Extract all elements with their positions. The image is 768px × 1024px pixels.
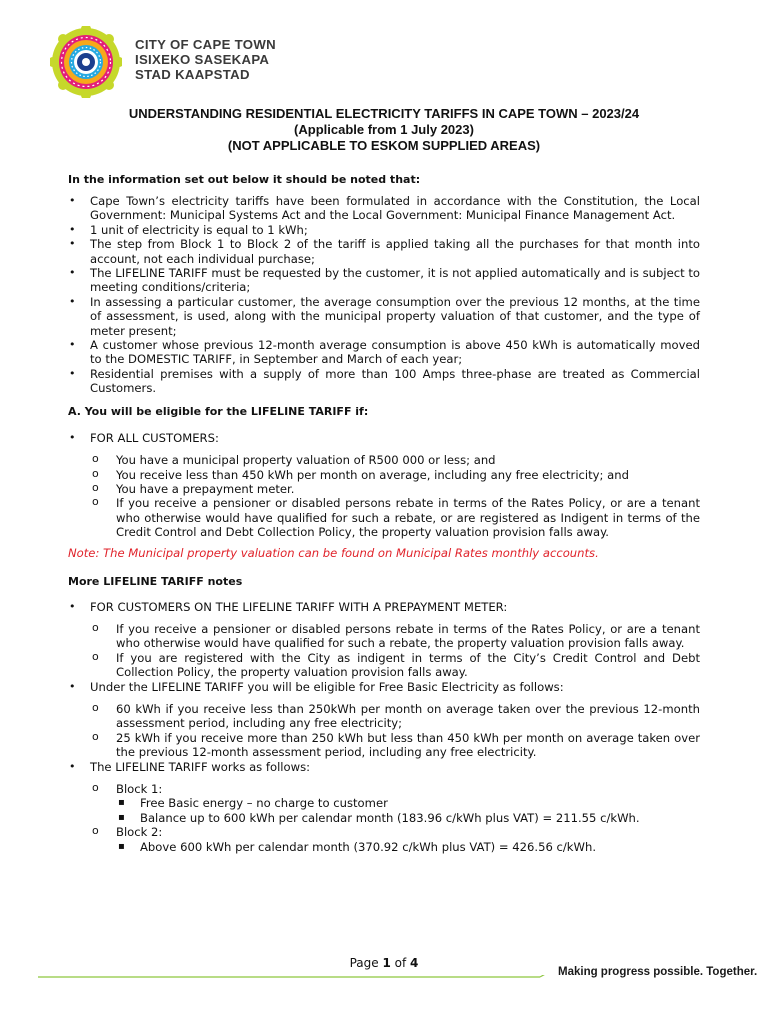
list-item: o You have a prepayment meter. xyxy=(92,482,700,496)
list-item: o 25 kWh if you receive more than 250 kWh but less than 450 kWh per month on average taken over the previous 12-month assessment period, including any free electricity. xyxy=(92,731,700,760)
more-notes-sublist-1 xyxy=(92,622,700,680)
title-line-2: (Applicable from 1 July 2023) xyxy=(294,122,474,137)
list-item: ▪ Above 600 kWh per calendar month (370.92 c/kWh plus VAT) = 426.56 c/kWh. xyxy=(116,840,700,854)
title-line-1: UNDERSTANDING RESIDENTIAL ELECTRICITY TARIFFS IN CAPE TOWN – 2023/24 xyxy=(128,106,640,121)
list-item: • FOR ALL CUSTOMERS: xyxy=(68,431,700,445)
more-notes-list-3 xyxy=(68,760,700,774)
title-line-3: (NOT APPLICABLE TO ESKOM SUPPLIED AREAS) xyxy=(227,138,541,153)
list-item: ▪ Free Basic energy – no charge to customer xyxy=(116,796,700,810)
list-item: • Cape Town’s electricity tariffs have been formulated in accordance with the Constitution, the Local Government: Municipal Systems Act and the Local Government: Municipal Finance Management Act. xyxy=(68,194,700,223)
list-item: • 1 unit of electricity is equal to 1 kWh; xyxy=(68,223,700,237)
block-2-items xyxy=(116,840,700,854)
city-logo xyxy=(50,26,122,98)
list-item: • A customer whose previous 12-month average consumption is above 450 kWh is automatically moved to the DOMESTIC TARIFF, in September and March of each year; xyxy=(68,338,700,367)
page-of: of xyxy=(390,956,411,970)
list-item: • The step from Block 1 to Block 2 of the tariff is applied taking all the purchases for that month into account, not each individual purchase; xyxy=(68,237,700,266)
list-item: • Under the LIFELINE TARIFF you will be eligible for Free Basic Electricity as follows: xyxy=(68,680,700,694)
org-line-2: ISIXEKO SASEKAPA xyxy=(135,52,270,67)
org-line-3: STAD KAAPSTAD xyxy=(135,67,250,82)
document-title xyxy=(0,106,768,154)
list-item: o You receive less than 450 kWh per month on average, including any free electricity; and xyxy=(92,468,700,482)
footer-slogan: Making progress possible. Together. xyxy=(558,966,758,978)
document-body xyxy=(68,172,700,854)
tariff-blocks xyxy=(92,782,700,796)
list-item: • In assessing a particular customer, the average consumption over the previous 12 months, at the time of assessment, is used, along with the municipal property valuation of that customer, and the type of meter present; xyxy=(68,295,700,338)
more-notes-list-1 xyxy=(68,600,700,614)
list-item: ▪ Balance up to 600 kWh per calendar month (183.96 c/kWh plus VAT) = 211.55 c/kWh. xyxy=(116,811,700,825)
page-current: 1 xyxy=(382,956,391,970)
list-item: • The LIFELINE TARIFF must be requested by the customer, it is not applied automatically and is subject to meeting conditions/criteria; xyxy=(68,266,700,295)
list-item: • FOR CUSTOMERS ON THE LIFELINE TARIFF WITH A PREPAYMENT METER: xyxy=(68,600,700,614)
page-prefix: Page xyxy=(349,956,383,970)
footer-divider xyxy=(38,975,560,979)
org-line-1: CITY OF CAPE TOWN xyxy=(135,37,276,52)
tariff-blocks-2 xyxy=(92,825,700,839)
list-item: o 60 kWh if you receive less than 250kWh per month on average taken over the previous 12-month assessment period, including any free electricity; xyxy=(92,702,700,731)
valuation-note: Note: The Municipal property valuation can be found on Municipal Rates monthly accounts. xyxy=(68,545,599,560)
block-2-label: o Block 2: xyxy=(92,825,700,839)
section-a-heading: A. You will be eligible for the LIFELINE TARIFF if: xyxy=(68,404,369,418)
org-name xyxy=(135,37,276,82)
more-notes-sublist-2 xyxy=(92,702,700,760)
more-notes-list-2 xyxy=(68,680,700,694)
list-item: o You have a municipal property valuation of R500 000 or less; and xyxy=(92,453,700,467)
intro-list xyxy=(68,194,700,396)
section-a-sublist xyxy=(92,453,700,539)
list-item: o If you receive a pensioner or disabled persons rebate in terms of the Rates Policy, or are a tenant who otherwise would have qualified for such a rebate, or are registered as Indigent in terms of the Credit Control and Debt Collection Policy, the property valuation provision falls away. xyxy=(92,496,700,539)
list-item: o If you are registered with the City as indigent in terms of the City’s Credit Control and Debt Collection Policy, the property valuation provision falls away. xyxy=(92,651,700,680)
block-1-items xyxy=(116,796,700,825)
list-item: • Residential premises with a supply of more than 100 Amps three-phase are treated as Commercial Customers. xyxy=(68,367,700,396)
list-item: o If you receive a pensioner or disabled persons rebate in terms of the Rates Policy, or are a tenant who otherwise would have qualified for such a rebate, the property valuation provision falls away. xyxy=(92,622,700,651)
page-total: 4 xyxy=(410,956,419,970)
list-item: • The LIFELINE TARIFF works as follows: xyxy=(68,760,700,774)
intro-heading: In the information set out below it should be noted that: xyxy=(68,173,421,186)
block-1-label: o Block 1: xyxy=(92,782,700,796)
more-notes-heading: More LIFELINE TARIFF notes xyxy=(68,574,243,588)
section-a-list xyxy=(68,431,700,445)
